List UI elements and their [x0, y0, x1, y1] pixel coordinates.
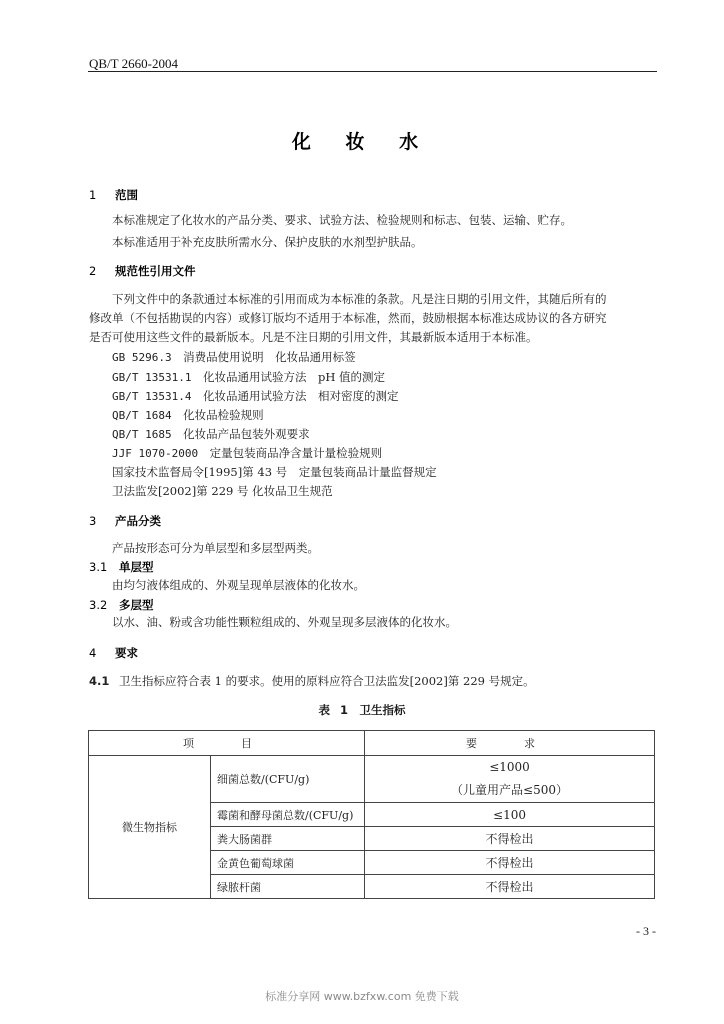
- reference-name: 化妆品检验规则: [183, 408, 264, 422]
- section-1-para-2: 本标准适用于补充皮肤所需水分、保护皮肤的水剂型护肤品。: [112, 235, 423, 249]
- section-title: 规范性引用文件: [115, 264, 196, 278]
- reference-item: [112, 407, 264, 423]
- table-caption: 表 1 卫生指标: [318, 703, 406, 717]
- section-number: 3.1: [89, 560, 108, 574]
- section-3-2-para: 以水、油、粉或含功能性颗粒组成的、外观呈现多层液体的化妆水。: [112, 615, 457, 629]
- requirement-cell: 不得检出: [365, 875, 655, 899]
- section-number: 2: [89, 264, 97, 278]
- section-title: 多层型: [119, 598, 154, 612]
- requirement-cell: 不得检出: [365, 827, 655, 851]
- reference-name: 定量包装商品计量监督规定: [298, 465, 437, 479]
- reference-item: [112, 369, 385, 385]
- reference-item: [112, 349, 356, 365]
- reference-code: GB 5296.3: [112, 351, 172, 364]
- section-1-para-1: 本标准规定了化妆水的产品分类、要求、试验方法、检验规则和标志、包装、运输、贮存。: [112, 213, 572, 227]
- table-header-row: [89, 731, 655, 756]
- item-cell: 粪大肠菌群: [211, 827, 365, 851]
- reference-name: 化妆品通用试验方法 pH 值的测定: [202, 370, 386, 384]
- header-rule: [88, 71, 657, 72]
- page-number: - 3 -: [636, 924, 656, 938]
- reference-item: [112, 426, 310, 442]
- section-4-1-text: [89, 673, 535, 690]
- reference-code: GB/T 13531.4: [112, 390, 192, 403]
- requirement-cell: 不得检出: [365, 851, 655, 875]
- reference-item: [112, 464, 437, 480]
- reference-name: 化妆品产品包装外观要求: [183, 427, 310, 441]
- hygiene-index-table: [88, 730, 655, 899]
- header-requirement: 要 求: [365, 731, 655, 756]
- reference-item: [112, 483, 333, 499]
- watermark: 标准分享网 www.bzfxw.com 免费下载: [265, 990, 459, 1003]
- document-title: 化 妆 水: [291, 131, 433, 153]
- reference-code: QB/T 1684: [112, 409, 172, 422]
- reference-name: 定量包装商品净含量计量检验规则: [209, 446, 383, 460]
- section-title: 要求: [115, 646, 138, 660]
- table-row: [89, 756, 655, 803]
- section-number: 4: [89, 646, 97, 660]
- section-title: 范围: [115, 188, 138, 202]
- item-cell: 金黄色葡萄球菌: [211, 851, 365, 875]
- requirement-cell: ≤100: [365, 803, 655, 827]
- section-4-heading: [89, 645, 138, 661]
- item-cell: 绿脓杆菌: [211, 875, 365, 899]
- reference-code: 国家技术监督局令[1995]第 43 号: [112, 465, 288, 479]
- reference-code: GB/T 13531.1: [112, 371, 192, 384]
- section-2-intro-line-3: 是否可使用这些文件的最新版本。凡是不注日期的引用文件，其最新版本适用于本标准。: [89, 330, 538, 344]
- section-3-1-heading: [89, 559, 154, 575]
- section-2-intro-line-2: 修改单（不包括勘误的内容）或修订版均不适用于本标准，然而，鼓励根据本标准达成协议的各方研究: [89, 311, 607, 325]
- reference-code: 卫法监发[2002]第 229 号: [112, 484, 249, 498]
- standard-code: QB/T 2660-2004: [89, 56, 178, 71]
- section-number: 3: [89, 514, 97, 528]
- section-3-para: 产品按形态可分为单层型和多层型两类。: [112, 541, 319, 555]
- reference-name: 化妆品卫生规范: [252, 484, 333, 498]
- section-1-heading: [89, 187, 138, 203]
- category-cell: 微生物指标: [89, 756, 211, 899]
- reference-code: JJF 1070-2000: [112, 447, 199, 460]
- section-4-1-body: 卫生指标应符合表 1 的要求。使用的原料应符合卫法监发[2002]第 229 号规定。: [119, 674, 535, 688]
- item-cell: 细菌总数/(CFU/g): [211, 756, 365, 803]
- section-number: 1: [89, 188, 97, 202]
- requirement-value: ≤1000: [489, 760, 530, 774]
- section-3-2-heading: [89, 597, 154, 613]
- header-item: 项 目: [89, 731, 365, 756]
- section-title: 单层型: [119, 560, 154, 574]
- reference-name: 化妆品通用试验方法 相对密度的测定: [202, 389, 399, 403]
- reference-name: 消费品使用说明 化妆品通用标签: [183, 350, 356, 364]
- reference-item: [112, 388, 398, 404]
- requirement-cell: [365, 756, 655, 803]
- requirement-note: （儿童用产品≤500）: [451, 783, 568, 797]
- reference-code: QB/T 1685: [112, 428, 172, 441]
- section-2-heading: [89, 263, 196, 279]
- reference-item: [112, 445, 382, 461]
- section-3-heading: [89, 513, 161, 529]
- section-number: 3.2: [89, 598, 108, 612]
- section-2-intro-line-1: 下列文件中的条款通过本标准的引用而成为本标准的条款。凡是注日期的引用文件，其随后所有的: [112, 292, 607, 306]
- section-title: 产品分类: [115, 514, 161, 528]
- section-3-1-para: 由均匀液体组成的、外观呈现单层液体的化妆水。: [112, 578, 365, 592]
- item-cell: 霉菌和酵母菌总数/(CFU/g): [211, 803, 365, 827]
- section-number: 4.1: [89, 674, 110, 688]
